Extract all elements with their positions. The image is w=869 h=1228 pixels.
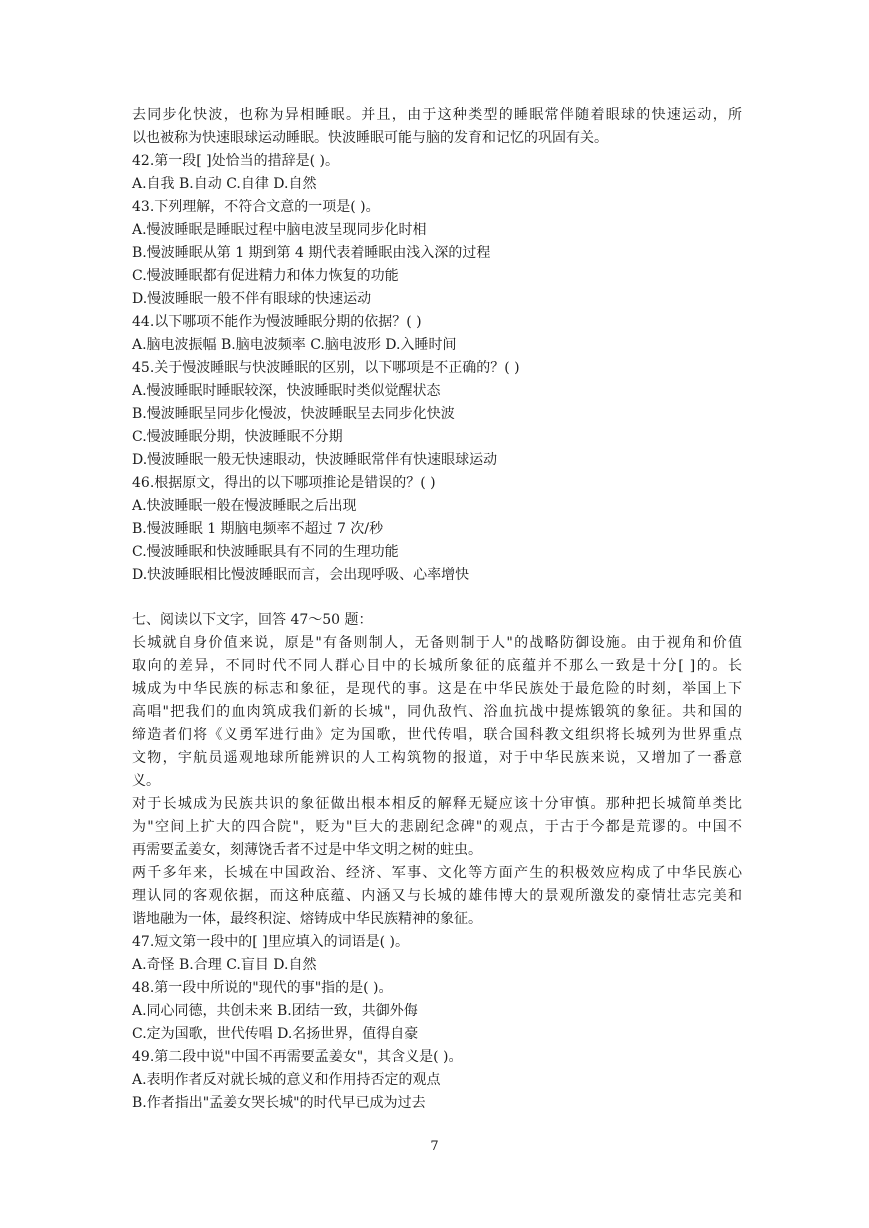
- option-45-b: B.慢波睡眠呈同步化慢波，快波睡眠呈去同步化快波: [132, 406, 455, 422]
- passage-line: 以也被称为快速眼球运动睡眠。快波睡眠可能与脑的发育和记忆的巩固有关。: [132, 130, 608, 146]
- passage-line: 再需要孟姜女，刻薄饶舌者不过是中华文明之树的蛀虫。: [132, 842, 482, 858]
- option-46-d: D.快波睡眠相比慢波睡眠而言，会出现呼吸、心率增快: [132, 567, 470, 583]
- passage-line: 为"空间上扩大的四合院"，贬为"巨大的悲剧纪念碑"的观点，于古于今都是荒谬的。中国不: [132, 819, 742, 835]
- section6-passage-tail: [132, 104, 742, 150]
- option-46-b: B.慢波睡眠 1 期脑电频率不超过 7 次/秒: [132, 521, 384, 537]
- section7-paragraph-1: [132, 632, 742, 793]
- passage-line: 取向的差异，不同时代不同人群心目中的长城所象征的底蕴并不那么一致是十分[ ]的。长: [132, 658, 742, 674]
- section7-paragraph-2: [132, 793, 742, 862]
- question-48: 48.第一段中所说的"现代的事"指的是( )。: [132, 980, 393, 996]
- options-44: A.脑电波振幅 B.脑电波频率 C.脑电波形 D.入睡时间: [132, 337, 457, 353]
- section6-questions: [132, 150, 742, 587]
- passage-line: 理认同的客观依据，而这种底蕴、内涵又与长城的雄伟博大的景观所激发的豪情壮志完美和: [132, 888, 742, 904]
- options-48-cd: C.定为国歌，世代传唱 D.名扬世界，值得自豪: [132, 1026, 419, 1042]
- question-44: 44.以下哪项不能作为慢波睡眠分期的依据？( ): [132, 314, 422, 330]
- option-45-d: D.慢波睡眠一般无快速眼动，快波睡眠常伴有快速眼球运动: [132, 452, 498, 468]
- option-46-a: A.快波睡眠一般在慢波睡眠之后出现: [132, 498, 357, 514]
- passage-line: 长城就自身价值来说，原是"有备则制人，无备则制于人"的战略防御设施。由于视角和价值: [132, 635, 742, 651]
- question-45: 45.关于慢波睡眠与快波睡眠的区别，以下哪项是不正确的？( ): [132, 360, 520, 376]
- option-45-c: C.慢波睡眠分期，快波睡眠不分期: [132, 429, 343, 445]
- document-page: [132, 104, 742, 1115]
- passage-line: 义。: [132, 773, 160, 789]
- section7-heading: 七、阅读以下文字，回答 47～50 题：: [132, 612, 373, 628]
- option-45-a: A.慢波睡眠时睡眠较深，快波睡眠时类似觉醒状态: [132, 383, 441, 399]
- option-43-b: B.慢波睡眠从第 1 期到第 4 期代表着睡眠由浅入深的过程: [132, 245, 491, 261]
- section7-questions: [132, 931, 742, 1115]
- page-number: 7: [430, 1139, 439, 1154]
- question-43: 43.下列理解，不符合文意的一项是( )。: [132, 199, 380, 215]
- passage-line: 文物，宇航员遥观地球所能辨识的人工构筑物的报道，对于中华民族来说，又增加了一番意: [132, 750, 742, 766]
- option-43-c: C.慢波睡眠都有促进精力和体力恢复的功能: [132, 268, 399, 284]
- passage-line: 缔造者们将《义勇军进行曲》定为国歌，世代传唱，联合国科教文组织将长城列为世界重点: [132, 727, 742, 743]
- question-46: 46.根据原文，得出的以下哪项推论是错误的？( ): [132, 475, 436, 491]
- passage-line: 对于长城成为民族共识的象征做出根本相反的解释无疑应该十分审慎。那种把长城简单类比: [132, 796, 742, 812]
- passage-line: 高唱"把我们的血肉筑成我们新的长城"，同仇敌忾、浴血抗战中提炼锻筑的象征。共和国的: [132, 704, 742, 720]
- question-42: 42.第一段[ ]处恰当的措辞是( )。: [132, 153, 340, 169]
- option-46-c: C.慢波睡眠和快波睡眠具有不同的生理功能: [132, 544, 399, 560]
- question-49: 49.第二段中说"中国不再需要孟姜女"，其含义是( )。: [132, 1049, 463, 1065]
- passage-line: 去同步化快波，也称为异相睡眠。并且，由于这种类型的睡眠常伴随着眼球的快速运动，所: [132, 107, 742, 123]
- option-43-a: A.慢波睡眠是睡眠过程中脑电波呈现同步化时相: [132, 222, 427, 238]
- options-48-ab: A.同心同德，共创未来 B.团结一致，共御外侮: [132, 1003, 418, 1019]
- question-47: 47.短文第一段中的[ ]里应填入的词语是( )。: [132, 934, 410, 950]
- passage-line: 城成为中华民族的标志和象征，是现代的事。这是在中华民族处于最危险的时刻，举国上下: [132, 681, 742, 697]
- option-43-d: D.慢波睡眠一般不伴有眼球的快速运动: [132, 291, 372, 307]
- options-47: A.奇怪 B.合理 C.盲目 D.自然: [132, 957, 317, 973]
- section7-paragraph-3: [132, 862, 742, 931]
- section-gap: [132, 587, 742, 609]
- passage-line: 两千多年来，长城在中国政治、经济、军事、文化等方面产生的积极效应构成了中华民族心: [132, 865, 742, 881]
- option-49-a: A.表明作者反对就长城的意义和作用持否定的观点: [132, 1072, 441, 1088]
- options-42: A.自我 B.自动 C.自律 D.自然: [132, 176, 317, 192]
- passage-line: 谐地融为一体，最终积淀、熔铸成中华民族精神的象征。: [132, 911, 482, 927]
- option-49-b: B.作者指出"孟姜女哭长城"的时代早已成为过去: [132, 1095, 426, 1111]
